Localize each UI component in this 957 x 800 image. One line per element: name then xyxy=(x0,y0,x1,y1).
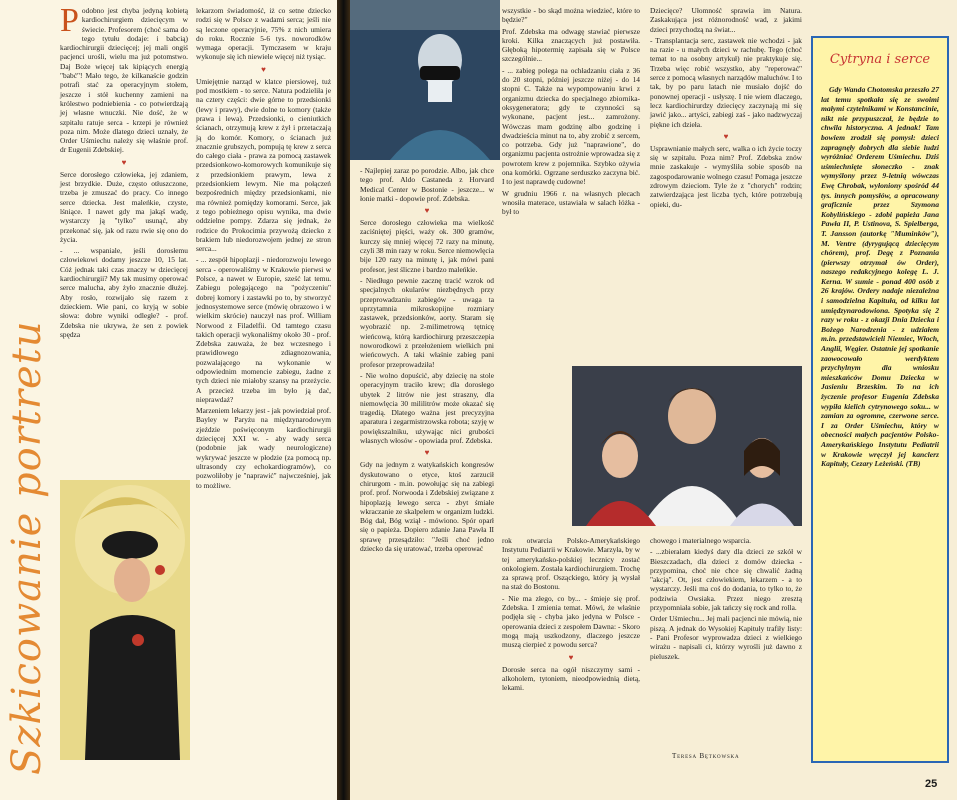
family-photo xyxy=(572,366,802,526)
page-binding xyxy=(337,0,350,800)
paragraph: Gdy na jednym z watykańskich kongresów dyskutowano o etyce, ktoś zarzucił chirurgom - m.in. powołując się na zabiegi prof. prof. Norwooda i Zdebskiej związane z hipoplazją lewego serca - zbyt śmiałe wkraczanie ze skalpelem w organizm ludzki. Bóg dał, Bóg wziął - mówiono. Spór oparł się o papieża. Dopiero zdanie Jana Pawła II sprawę przesądziło: "Jeśli choć jedno dziecko da się uratować, trzeba operować xyxy=(360,460,494,553)
paragraph: Serce dorosłego człowieka, jej zdaniem, jest brzydkie. Duże, często otłuszczone, trzeba je zmuszać do pracy. Co innego serce dziecka. Jest maleńkie, czyste, lśniące. I nawet gdy ma jakąś wadę, wystarczy ją "tylko" usunąć, aby przekonać się, jak od razu rwie się ono do życia. xyxy=(60,169,188,244)
right-page xyxy=(350,0,957,800)
paragraph: - ... wspaniale, jeśli dorosłemu człowiekowi dodamy jeszcze 10, 15 lat. Cóż jednak taki czas znaczy w dziecięcej kardiochirurgii? My tak musimy operować serce malucha, aby żyło znacznie dłużej. Aby rosło, rozwijało się razem z dzieckiem. Wie pani, co kryją w sobie słowa: dobre wyniki odległe? - prof. Zdebska nie ukrywa, że sen z powiek spędza xyxy=(60,246,188,339)
page-number: 25 xyxy=(925,778,938,790)
left-page xyxy=(0,0,337,800)
paragraph: - ... zabieg polega na ochładzaniu ciała z 36 do 20 stopni, później jeszcze niżej - do 14 stopni C. Także na wypompowaniu krwi z organizmu dziecka do specjalnego zbiornika-oksygeneratora; gdy te czynności są wykonane, pacjent jest... zamrożony. Wówczas mam godzinę albo godzinę i dwadzieścia minut na to, aby zrobić z sercem, co potrzeba. Gdy już "naprawione", do organizmu pacjenta ostrożnie wprowadza się z powrotem krew z pojemnika. Szybko ożywia ona komórki. Ogrzane serduszko zaczyna bić. I to jest naprawdę cudowne! xyxy=(502,65,640,187)
paragraph: - ... zespół hipoplazji - niedorozwoju lewego serca - operowaliśmy w Krakowie pierwsi w Polsce, a nawet w Europie, sześć lat temu. Zabiegu polegającego na "pożyczeniu" dobrej komory i zastawki po to, by stworzyć jednosystemowe serce (mówię obrazowo i w wielkim skrócie) nauczył nas prof. William Norwood z Filadelfii. Od tamtego czasu takich operacji wykonaliśmy około 30 - prof. Zdebska zauważa, że bez wczesnego i prawidłowego zdiagnozowania, pozwalającego na wykonanie w odpowiednim momencie zabiegu, żadne z tych dzieci nie miałoby szansy na przeżycie. A przecież trzeba im było ją dać, nieprawdaż? xyxy=(196,255,331,404)
paragraph: Prof. Zdebska ma odwagę stawiać pierwsze kroki. Kilka znaczących już postawiła. Głęboką hipotermię zapisała się w Polsce szczególnie... xyxy=(502,26,640,64)
heart-icon: ♥ xyxy=(121,157,127,167)
heart-icon: ♥ xyxy=(568,652,574,662)
heart-icon: ♥ xyxy=(424,206,430,216)
paragraph: W grudniu 1966 r. na własnych plecach wnosiła materace, ustawiała w salach łóżka - był to xyxy=(502,188,640,217)
paragraph: - Niedługo pewnie zacznę tracić wzrok od specjalnych okularów niezbędnych przy przeprowadzaniu zabiegów - uwaga ta uprzytamnia mikroskopijne rozmiary zastawek, przedsionków, aorty. Staram się wyobrazić np. 2-milimetrową tętnicę wieńcową, którą kardiochirurg przeszczepia noworodkowi z przełożeniem wielkich pni wieńcowych. A taki właśnie zabieg pani profesor przeprowadziła! xyxy=(360,275,494,369)
surgeon-photo xyxy=(350,0,500,160)
sidebar-text: Gdy Wanda Chotomska przeszło 27 lat temu spotkała się ze swoimi małymi czytelnikami w Konstancinie, nikt nie przypuszczał, że będzie to chwila historyczna. A jednak! Tam bowiem zrodził się pomysł: dzieci zapragnęły dobrych dla siebie ludzi wyróżniać Orderem Uśmiechu. Dziś uśmiechnięte słoneczko - znak wymyślony przez 9-letnią wówczas Ewę Chrobak, wyłoniony spośród 44 tys. innych pomysłów, a opracowany graficznie przez Szymona Kobylińskiego - zdobi papieża Jana Pawła II, P. Ustinova, S. Spielberga, T. Jansson (autorkę "Muminków"), M. Ventre (dyrygującą dziecięcym chórem), prof. Degę z Poznania (pierwszy otrzymał ów Order), naszego redakcyjnego kolegę L. J. Kernа. W sumie - ponad 400 osób z 26 krajów. Ordery nadaje niezależna i samodzielna Kapituła, od kilku lat umiędzynarodowiona. Spotyka się 2 razy w roku - z okazji Dnia Dziecka i Bożego Narodzenia - z udziałem m.in. przedstawicieli Niemiec, Włoch, Anglii, Węgier. Ostatnie jej spotkanie zaowocowało werdyktem przychylnym dla wniosku mieszkańców Domu Dziecka w Jasieniu Brzeskim. To na ich życzenie profesor Eugenia Zdebska wypiła kielich cytrynowego soku... w zamian za ogromne, czerwone serce. I za Order Uśmiechu, który w obecności małych pacjentów Polsko-Amerykańskiego Instytutu Pediatrii w Krakowie wręczył jej kanclerz Kapituły, Cezary Leżeński. (TB) xyxy=(821,85,939,469)
heart-icon: ♥ xyxy=(723,131,729,141)
sidebar-box xyxy=(811,36,949,763)
vertical-title: Szkicowanie portretu xyxy=(4,320,50,775)
paragraph: - ...zbierałam kiedyś dary dla dzieci ze szkół w Bieszczadach, dla dzieci z domów dziecka - przypomina, choć nie chce się chwalić żadną "akcją". Ot, jest człowiekiem, lekarzem - a to wystarczy. Jeśli ma coś do dodania, to tylko to, że podziwia Owsiaka. Przez niego zresztą przypomniała sobie, jak tańczy się rock and rolla. xyxy=(650,547,802,613)
column-7 xyxy=(650,536,802,663)
paragraph: - Nie wolno dopuścić, aby dziecię na stole operacyjnym traciło krew; dla dorosłego ubytek 2 litrów nie jest straszny, dla niemowlęcia 30 mililitrów może okazać się tragedią. Dlatego ważna jest precyzyjna aparatura i zegarmistrzowska robota; szyję w powiększalniku, używając nici grubości własnych włosów - opowiada prof. Zdebska. xyxy=(360,370,494,446)
paragraph: Umiejętnie narząd w klatce piersiowej, tuż pod mostkiem - to serce. Natura podzieliła je na cztery części: dwie górne to przedsionki (lewy i prawy), dwie dolne to komory (także prawa i lewa). Przedsionki, o cieniutkich ścianach, otrzymują krew z żył i przetaczają ją do komór. Komory, o ścianach już znacznie grubszych, pompują tę krew z serca do całego ciała - prawa za pomocą zastawek przedsionkowo-komorowych komunikuje się z przedsionkiem prawym, lewa z przedsionkiem lewym. Nie ma połączeń bezpośrednich między przedsionkami, nie ma również pomiędzy komorami. Serce, jak z tego pobieżnego opisu wynika, ma dwie oddzielne pompy. Zdarza się jednak, że rodzice do Prokocimia przywożą dziecko z brakiem lub niedorozwojem jednej ze stron serca... xyxy=(196,76,331,254)
author-byline: Teresa Bętkowska xyxy=(672,752,740,760)
paragraph: lekarzom świadomość, iż co setne dziecko rodzi się w Polsce z wadami serca; jeśli nie są leczone operacyjnie, 75% z nich umiera do roku. Rocznie 5-6 tys. noworodków wymaga operacji. Tymczasem w kraju wykonuje się ich niewiele więcej niż tysiąc. xyxy=(196,6,331,62)
column-6 xyxy=(502,536,640,694)
paragraph: - Transplantacja serc, zastawek nie wchodzi - jak na razie - u małych dzieci w rachubę. Tego (choć temat to na osobny artykuł) nie praktykuje się. Trzeba więc robić wszystko, aby "reperować" serce z pomocą własnych narządów maluchów. I to tak, by po paru latach nie musiało dojść do ponownej operacji - usłyszę. I nie wiem dlaczego, lecz kardiochirurdzy dziecięcy zaczynają mi się jawić jako... artyści, zabiegi zaś - jako nadzwyczaj piękne ich dzieła. xyxy=(650,35,802,129)
paragraph: chowego i materialnego wsparcia. xyxy=(650,536,751,545)
paragraph: Usprawnianie małych serc, walka o ich życie toczy się w szpitalu. Poza nim? Prof. Zdebska znów mnie zaskakuje - wymyśliła sobie sposób na zagospodarowanie wolnego czasu! Pomaga jeszcze zdrowym dzieciom. Tyle że z "chorych" rodzin; zatwierdzająca jest liczba tych, które potrzebują opieki, du- xyxy=(650,143,802,209)
paragraph: wszystkie - bo skąd można wiedzieć, które to będzie?" xyxy=(502,6,640,25)
column-2 xyxy=(196,6,331,492)
heart-icon: ♥ xyxy=(261,64,266,74)
paragraph: Marzeniem lekarzy jest - jak powiedział prof. Bayley w Paryżu na międzynarodowym zjeździe poświęconym kardiochirurgii dziecięcej XXI w. - aby wady serca (podobnie jak wady neurologiczne) wykrywać jeszcze w płodzie (za pomocą np. ultrasondy czy echokardiogramów), co pozwoliłoby je "naprawić" najwcześniej, jak to możliwe. xyxy=(196,406,331,490)
paragraph: Dziecięce? Ułomność sprawia im Natura. Zaskakująca jest różnorodność wad, z jakimi dzieci przychodzą na świat... xyxy=(650,6,802,34)
dropcap: P xyxy=(60,2,79,39)
paragraph: rok otwarcia Polsko-Amerykańskiego Instytutu Pediatrii w Krakowie. Marzyła, by w tej amerykańsko-polskiej lecznicy zostać onkologiem. Została kardiochirurgiem. Trochę za sprawą prof. Osząckiego, który ją wysłał na staż do Bostonu. xyxy=(502,536,641,592)
heart-icon: ♥ xyxy=(424,448,430,458)
intro-paragraph: odobno jest chyba jedyną kobietą kardiochirurgiem dziecięcym w świecie. Profesorem (choć sama do tego tytułu dodaje: i babcią) kardiochirurgii dziecięcej; jej mali ongiś pacjenci urośli, wielu ma już potomstwo. Daj Boże więcej tak kipiących energią "babć"! Mało tego, że kilkanaście godzin potrafi stać za operacyjnym stołem, jeszcze i stół kuchenny zamieni na królestwo podniebienia - co potwierdzają jej własne wnuczki. Nie dość, że w szpitalu ratuje serca - krzepi je również poza nim. Może dlatego dzieci uznały, że Order Uśmiechu należy się właśnie prof. dr Eugenii Zdebskiej. xyxy=(60,6,188,155)
paragraph: Dorosłe serca na ogół niszczymy sami - alkoholem, tytoniem, nieodpowiednią dietą, lekami. xyxy=(502,664,640,693)
paragraph: - Najlepiej zaraz po porodzie. Albo, jak chce tego prof. Aldo Castaneda z Horvard Medical Center w Bostonie - jeszcze... w łonie matki - dopowie prof. Zdebska. xyxy=(360,166,494,203)
column-4 xyxy=(502,6,640,219)
column-3 xyxy=(360,166,494,555)
portrait-photo xyxy=(60,480,190,760)
column-5 xyxy=(650,6,802,211)
paragraph: Order Uśmiechu... Jej mali pacjenci nie mówią, nie piszą. A jednak do Wysokiej Kapituły trafiły listy: - Pani Profesor wyprowadza dzieci z wielkiego wirażu - napisali ci, którzy wyrośli już dawno z pieluszek. xyxy=(650,614,802,661)
paragraph: - Nie ma złego, co by... - śmieje się prof. Zdebska. I zmienia temat. Mówi, że właśnie podjęła się - chyba jako jedyna w Polsce - operowania dzieci z zespołem Dawna: - Skoro mogą mają uszkodzony, dlaczego jeszcze muszą cierpieć z powodu serca? xyxy=(502,593,640,650)
sidebar-title: Cytryna i serce xyxy=(829,52,931,67)
paragraph: Serce dorosłego człowieka ma wielkość zaciśniętej pięści, waży ok. 300 gramów, kurczy się mniej więcej 72 razy na minutę, czyli 38 min razy w roku. Serce niemowlęcia bije 120 razy na minutę i, jak mówi pani profesor, jest śliczne i bardzo maleńkie. xyxy=(360,218,494,274)
column-1 xyxy=(60,2,188,341)
